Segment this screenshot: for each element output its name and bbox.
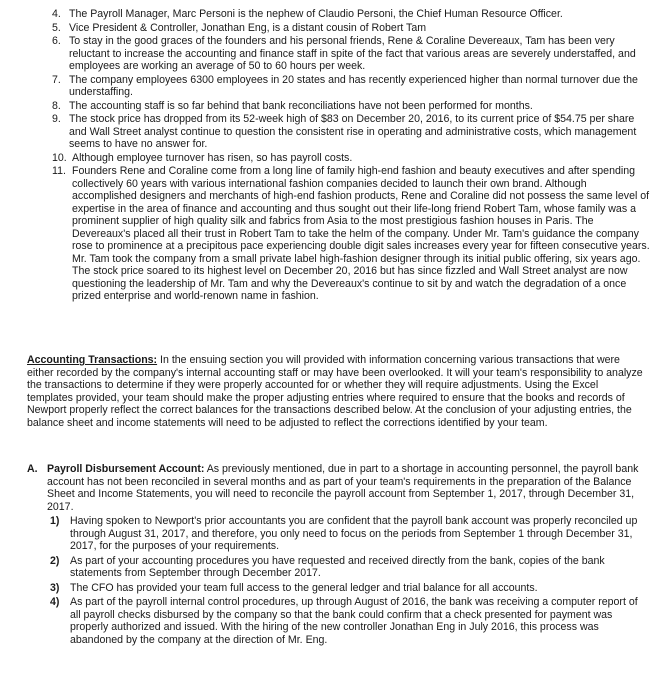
section-a-intro [27, 463, 647, 513]
list-number: 7. [52, 73, 61, 86]
section-a [27, 463, 647, 646]
sub-item-text: Having spoken to Newport's prior accountants you are confident that the payroll bank account was properly reconciled up through August 31, 2017, and therefore, you only need to focus on the periods from September 1 through December 31, 2017, for the purposes of your requirements. [70, 515, 638, 552]
list-number: 6. [52, 35, 61, 47]
list-number: 8. [52, 99, 61, 112]
sub-item-number: 2) [50, 554, 60, 567]
sub-item [27, 515, 647, 553]
list-text: Although employee turnover has risen, so has payroll costs. [72, 151, 353, 164]
list-text: Vice President & Controller, Jonathan Eng, is a distant cousin of Robert Tam [69, 21, 427, 34]
sub-item [27, 582, 647, 595]
list-number: 5. [52, 21, 61, 34]
list-item [52, 35, 650, 73]
section-a-text: As previously mentioned, due in part to a shortage in accounting personnel, the payroll bank account has not been reconciled in several months and as part of your team's requirements in the preparation of the Balance Sheet and Income Statements, you will need to reconcile the payroll account from September 1, 2017, through December 31, 2017. [47, 463, 639, 513]
sub-item-number: 3) [50, 581, 60, 594]
sub-item-text: As part of your accounting procedures you have requested and received directly from the bank, copies of the bank statements from September through December 2017. [70, 554, 605, 579]
numbered-list [52, 8, 650, 304]
list-item [52, 152, 650, 165]
list-item [52, 100, 650, 113]
accounting-transactions-paragraph [27, 354, 647, 429]
sub-item-number: 1) [50, 515, 60, 527]
list-item [52, 8, 650, 21]
sub-item [27, 555, 647, 580]
list-text: The Payroll Manager, Marc Personi is the nephew of Claudio Personi, the Chief Human Resource Officer. [69, 8, 563, 20]
list-text: To stay in the good graces of the founders and his personal friends, Rene & Coraline Devereaux, Tam has been very reluctant to increase the accounting and finance staff in spite of the fact that various areas are severely understaffed, and employees are working an average of 50 to 60 hours per week. [69, 35, 636, 72]
list-text: Founders Rene and Coraline come from a long line of family high-end fashion and beauty executives and after spending collectively 60 years with various international fashion companies decided to launch their own brand. Although accomplished designers and merchants of high-end fashion products, Rene and Coraline did not possess the same level of expertise in the area of finance and accounting and thus sought out their life-long friend Robert Tam, whose family was a prominent supplier of high quality silk and fabrics from Asia to the most prestigious fashion houses in Paris. The Devereaux's placed all their trust in Robert Tam to take the helm of the company. Under Mr. Tam's guidance the company rose to prominence at a precipitous pace experiencing double digit sales increases every year for fifteen consecutive years. Mr. Tam took the company from a small private label high-fashion designer through its initial public offering, six years ago. The stock price soared to its highest level on December 20, 2016 but has since fizzled and Wall Street analyst are now questioning the leadership of Mr. Tam and why the Devereaux's continue to sit by and watch the degradation of a once prized enterprise and world-renown name in fashion. [72, 165, 650, 302]
list-number: 11. [52, 165, 66, 177]
list-text: The company employees 6300 employees in 20 states and has recently experienced higher than normal turnover due the understaffing. [69, 73, 638, 98]
sub-item-number: 4) [50, 596, 60, 608]
sub-item [27, 596, 647, 646]
sub-item-text: As part of the payroll internal control procedures, up through August of 2016, the bank was receiving a computer report of all payroll checks disbursed by the company so that the bank could confirm that a check presented for payment was properly authorized and issued. With the hiring of the new controller Jonathan Eng in July 2016, this process was abandoned by the company at the direction of Mr. Eng. [70, 596, 638, 646]
accounting-text: In the ensuing section you will provided with information concerning various transactions that were either recorded by the company's internal accounting staff or may have been overlooked. It will your team's responsibility to analyze the transactions to determine if they were properly accounted for or whether they will require adjustments. Using the Excel templates provided, your team should make the proper adjusting entries where required to ensure that the books and records of Newport properly reflect the correct balances for the transactions described below. At the conclusion of your adjusting entries, the balance sheet and income statements will need to be adjusted to reflect the corrections identified by your team. [27, 354, 643, 429]
list-text: The accounting staff is so far behind that bank reconciliations have not been performed for months. [69, 99, 533, 112]
list-item [52, 74, 650, 99]
list-number: 9. [52, 113, 61, 125]
list-text: The stock price has dropped from its 52-week high of $83 on December 20, 2016, to its current price of $54.75 per share and Wall Street analyst continue to question the consistent rise in operating and administrative costs, which management seems to have no answer for. [69, 113, 637, 150]
list-item [52, 165, 650, 303]
list-number: 10. [52, 151, 67, 164]
section-a-heading: Payroll Disbursement Account: [47, 463, 205, 475]
list-item [52, 22, 650, 35]
list-number: 4. [52, 8, 61, 20]
list-item [52, 113, 650, 151]
accounting-heading: Accounting Transactions: [27, 354, 158, 366]
section-letter: A. [27, 463, 38, 475]
sub-item-text: The CFO has provided your team full access to the general ledger and trial balance for all accounts. [70, 581, 538, 594]
